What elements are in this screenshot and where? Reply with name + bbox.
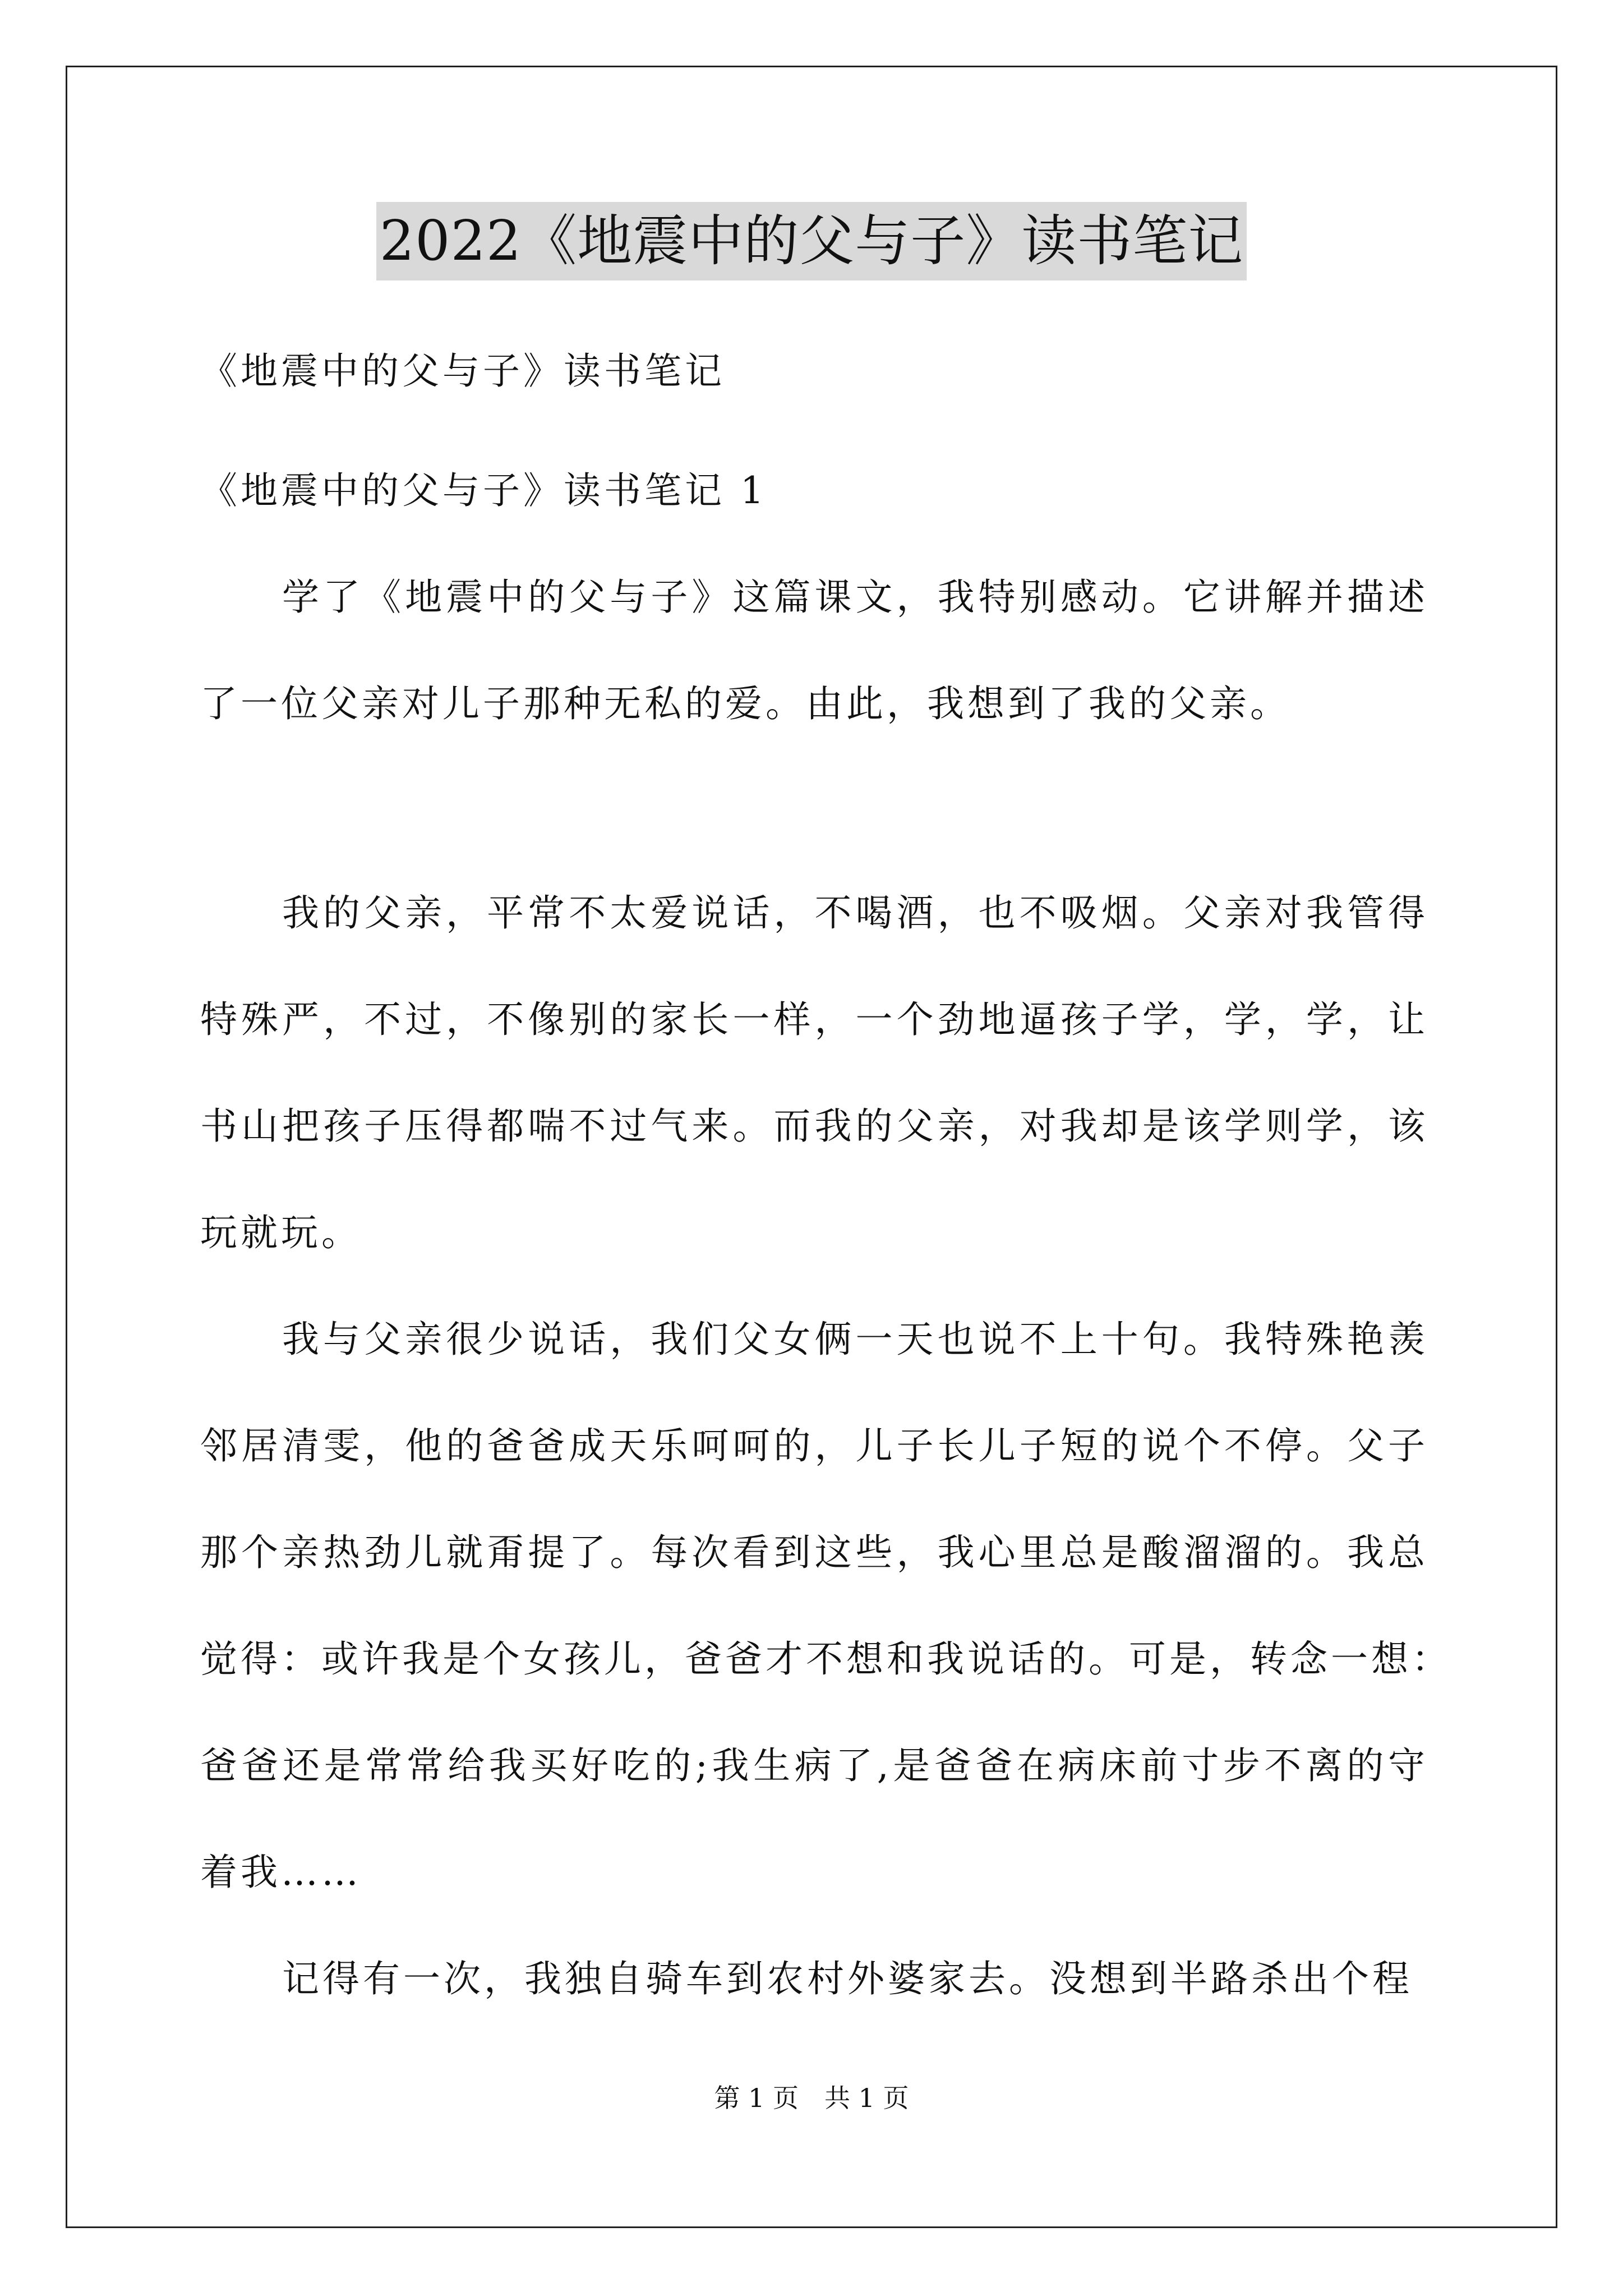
paragraph-2-line-4: 玩就玩。 (200, 1211, 362, 1254)
document-title-container (0, 202, 1623, 280)
paragraph-3-line-3: 那个亲热劲儿就甭提了。每次看到这些，我心里总是酸溜溜的。我总 (200, 1531, 1428, 1574)
paragraph-1-line-2: 了一位父亲对儿子那种无私的爱。由此，我想到了我的父亲。 (200, 682, 1290, 725)
paragraph-3-line-5: 爸爸还是常常给我买好吃的;我生病了,是爸爸在病床前寸步不离的守 (200, 1744, 1428, 1787)
paragraph-2-line-3: 书山把孩子压得都喘不过气来。而我的父亲，对我却是该学则学，该 (200, 1105, 1428, 1148)
section-heading: 《地震中的父与子》读书笔记 1 (200, 469, 767, 512)
document-title: 2022《地震中的父与子》读书笔记 (376, 202, 1247, 280)
paragraph-3-line-1: 我与父亲很少说话，我们父女俩一天也说不上十句。我特殊艳羡 (282, 1318, 1428, 1361)
paragraph-3-line-2: 邻居清雯，他的爸爸成天乐呵呵的，儿子长儿子短的说个不停。父子 (200, 1424, 1428, 1467)
paragraph-4-line-1: 记得有一次，我独自骑车到农村外婆家去。没想到半路杀出个程 (282, 1957, 1413, 2000)
paragraph-3-line-6: 着我…… (200, 1851, 362, 1894)
paragraph-1-line-1: 学了《地震中的父与子》这篇课文，我特别感动。它讲解并描述 (282, 576, 1428, 619)
document-subtitle: 《地震中的父与子》读书笔记 (200, 349, 725, 393)
paragraph-3-line-4: 觉得：或许我是个女孩儿，爸爸才不想和我说话的。可是，转念一想： (200, 1637, 1452, 1681)
paragraph-2-line-1: 我的父亲，平常不太爱说话，不喝酒，也不吸烟。父亲对我管得 (282, 891, 1428, 935)
page-footer: 第 1 页 共 1 页 (714, 2083, 909, 2113)
paragraph-2-line-2: 特殊严，不过，不像别的家长一样，一个劲地逼孩子学，学，学，让 (200, 998, 1428, 1041)
